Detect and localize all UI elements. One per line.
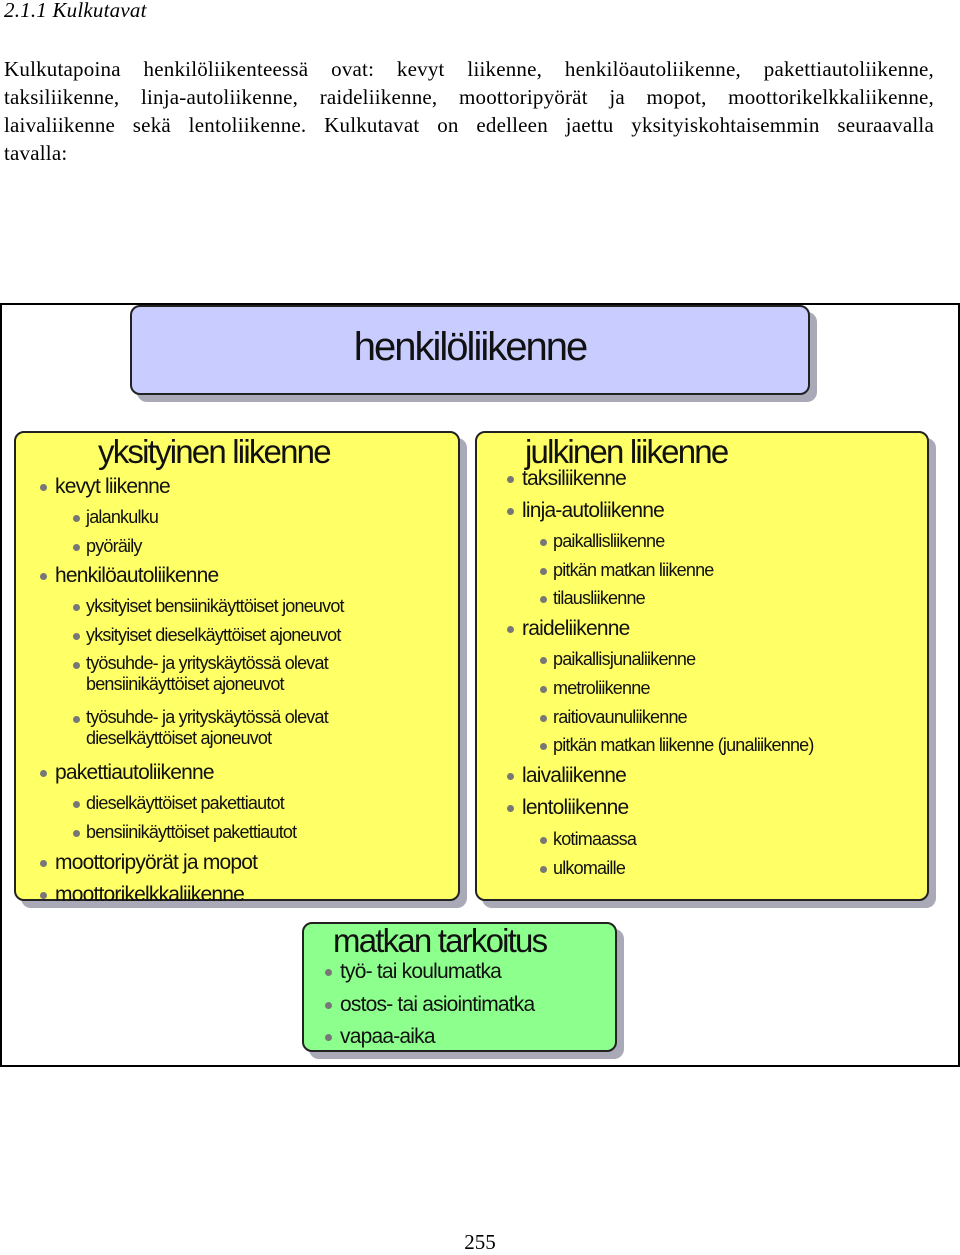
item-label: jalankulku: [86, 507, 159, 527]
list-item: [340, 960, 501, 984]
bullet-icon: [540, 657, 547, 664]
list-item: [522, 764, 626, 788]
item-label: yksityiset dieselkäyttöiset ajoneuvot: [86, 625, 341, 645]
item-label: paikallisjunaliikenne: [553, 649, 696, 669]
bullet-icon: [73, 801, 80, 808]
bullet-icon: [540, 539, 547, 546]
item-label: moottoripyörät ja mopot: [55, 851, 258, 874]
list-item: [553, 678, 650, 699]
paragraph-line: laivaliikenne sekä lentoliikenne. Kulkutavat on edelleen jaettu yksityiskohtaisemmin seuraavalla: [4, 113, 934, 137]
list-item: [553, 707, 687, 728]
public-traffic-title: julkinen liikenne: [525, 433, 728, 470]
bullet-icon: [40, 892, 47, 899]
item-label: ostos- tai asiointimatka: [340, 993, 535, 1016]
item-label: pitkän matkan liikenne (junaliikenne): [553, 735, 814, 755]
bullet-icon: [40, 770, 47, 777]
paragraph-line: tavalla:: [4, 141, 68, 165]
bullet-icon: [73, 604, 80, 611]
list-item: [86, 536, 142, 557]
list-item: [522, 467, 626, 491]
bullet-icon: [73, 633, 80, 640]
henkiloliikenne-box: [130, 305, 810, 395]
item-label: työsuhde- ja yrityskäytössä olevat: [86, 707, 328, 727]
item-label: dieselkäyttöiset pakettiautot: [86, 793, 284, 813]
bullet-icon: [73, 544, 80, 551]
list-item: [553, 858, 625, 879]
item-label: yksityiset bensiinikäyttöiset joneuvot: [86, 596, 344, 616]
bullet-icon: [73, 716, 80, 723]
item-label: henkilöautoliikenne: [55, 564, 219, 587]
bullet-icon: [540, 568, 547, 575]
item-label: työ- tai koulumatka: [340, 960, 502, 983]
item-label: pyöräily: [86, 536, 142, 556]
list-item: [86, 822, 296, 843]
bullet-icon: [73, 662, 80, 669]
list-item: [86, 625, 341, 646]
item-label: metroliikenne: [553, 678, 650, 698]
bullet-icon: [507, 626, 514, 633]
list-item: [553, 588, 645, 609]
bullet-icon: [540, 686, 547, 693]
list-item: [86, 707, 328, 749]
henkiloliikenne-title: henkilöliikenne: [353, 325, 587, 369]
paragraph-line: taksiliikenne, linja-autoliikenne, raideliikenne, moottoripyörät ja mopot, moottorikelkkaliikenne,: [4, 85, 934, 109]
item-label: dieselkäyttöiset ajoneuvot: [86, 728, 272, 748]
item-label: laivaliikenne: [522, 764, 627, 787]
private-traffic-box: [14, 431, 460, 906]
item-label: tilausliikenne: [553, 588, 645, 608]
item-label: vapaa-aika: [340, 1025, 435, 1048]
list-item: [553, 560, 714, 581]
item-label: raideliikenne: [522, 617, 630, 640]
list-item: [86, 653, 328, 695]
bullet-icon: [325, 1002, 332, 1009]
bullet-icon: [40, 573, 47, 580]
item-label: bensiinikäyttöiset ajoneuvot: [86, 674, 284, 694]
item-label: pakettiautoliikenne: [55, 761, 214, 784]
list-item: [86, 507, 158, 528]
bullet-icon: [507, 508, 514, 515]
paragraph-line: Kulkutapoina henkilöliikenteessä ovat: kevyt liikenne, henkilöautoliikenne, pakettiautoliikenne,: [4, 57, 934, 81]
bullet-icon: [507, 476, 514, 483]
item-label: ulkomaille: [553, 858, 626, 878]
list-item: [522, 796, 628, 820]
bullet-icon: [540, 837, 547, 844]
private-traffic-title: yksityinen liikenne: [98, 433, 330, 470]
list-item: [86, 793, 284, 814]
item-label: kevyt liikenne: [55, 475, 170, 498]
list-item: [340, 993, 534, 1017]
list-item: [522, 499, 664, 523]
bullet-icon: [325, 969, 332, 976]
list-item: [553, 531, 664, 552]
item-label: bensiinikäyttöiset pakettiautot: [86, 822, 297, 842]
bullet-icon: [507, 805, 514, 812]
trip-purpose-title: matkan tarkoitus: [333, 922, 547, 959]
list-item: [522, 617, 630, 641]
item-label: pitkän matkan liikenne: [553, 560, 714, 580]
bullet-icon: [73, 515, 80, 522]
list-item: [55, 564, 218, 588]
list-item: [55, 851, 257, 875]
list-item: [55, 883, 244, 907]
bullet-icon: [540, 866, 547, 873]
bullet-icon: [73, 830, 80, 837]
item-label: kotimaassa: [553, 829, 637, 849]
item-label: linja-autoliikenne: [522, 499, 665, 522]
bullet-icon: [540, 743, 547, 750]
public-traffic-box: [475, 431, 929, 901]
intro-paragraph: [4, 55, 934, 167]
list-item: [553, 829, 636, 850]
list-item: [86, 596, 344, 617]
item-label: työsuhde- ja yrityskäytössä olevat: [86, 653, 328, 673]
bullet-icon: [507, 773, 514, 780]
bullet-icon: [540, 596, 547, 603]
page-number: 255: [464, 1230, 496, 1254]
item-label: moottorikelkkaliikenne: [55, 883, 244, 906]
list-item: [340, 1025, 435, 1049]
list-item: [55, 475, 170, 499]
list-item: [553, 649, 695, 670]
list-item: [55, 761, 214, 785]
item-label: raitiovaunuliikenne: [553, 707, 687, 727]
trip-purpose-box: [302, 922, 617, 1052]
list-item: [553, 735, 814, 756]
bullet-icon: [325, 1034, 332, 1041]
bullet-icon: [40, 484, 47, 491]
item-label: taksiliikenne: [522, 467, 626, 490]
bullet-icon: [40, 860, 47, 867]
item-label: paikallisliikenne: [553, 531, 665, 551]
section-heading: 2.1.1 Kulkutavat: [4, 0, 147, 22]
bullet-icon: [540, 715, 547, 722]
item-label: lentoliikenne: [522, 796, 629, 819]
